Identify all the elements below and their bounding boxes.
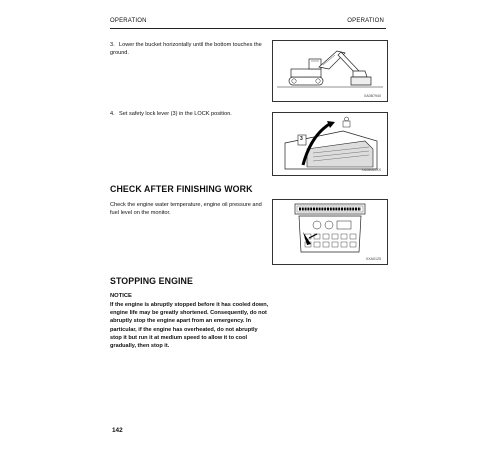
step-text: Set safety lock lever (3) in the LOCK position. [119,111,232,117]
figure-code: XA08060XX [361,168,381,172]
machine-monitor-illustration [273,200,387,264]
running-header-right: OPERATION [347,18,384,24]
callout-number: 3 [300,136,303,142]
section-title-stopping-engine: STOPPING ENGINE [110,276,193,286]
step-number: 3. [110,42,115,48]
safety-lock-lever-illustration [273,113,387,175]
page-number: 142 [112,427,123,434]
figure-machine-monitor [272,199,388,265]
step-3 [110,41,262,57]
figure-code: XXA0125 [365,257,381,261]
header-rule [110,28,386,29]
excavator-illustration [273,41,387,101]
running-header-left: OPERATION [110,18,147,24]
figure-code: XA0B7940 [363,94,381,98]
notice-label: NOTICE [110,293,132,299]
step-text: Lower the bucket horizontally until the bottom touches the ground. [110,42,262,56]
figure-safety-lock-lever [272,112,388,176]
section-text-check-after-finishing-work: Check the engine water temperature, engine oil pressure and fuel level on the monitor. [110,202,262,216]
figure-excavator-lowering-bucket [272,40,388,102]
notice-text: If the engine is abruptly stopped before it has cooled down, engine life may be greatly shortened. Consequently, do not abruptly stop the engine apart from an emergency. In particular, if the engine has overheated, do not abruptly stop it but run it at medium speed to allow it to cool gradually, then stop it. [110,302,269,350]
section-title-check-after-finishing-work: CHECK AFTER FINISHING WORK [110,184,253,194]
step-4 [110,110,262,118]
step-number: 4. [110,111,115,117]
